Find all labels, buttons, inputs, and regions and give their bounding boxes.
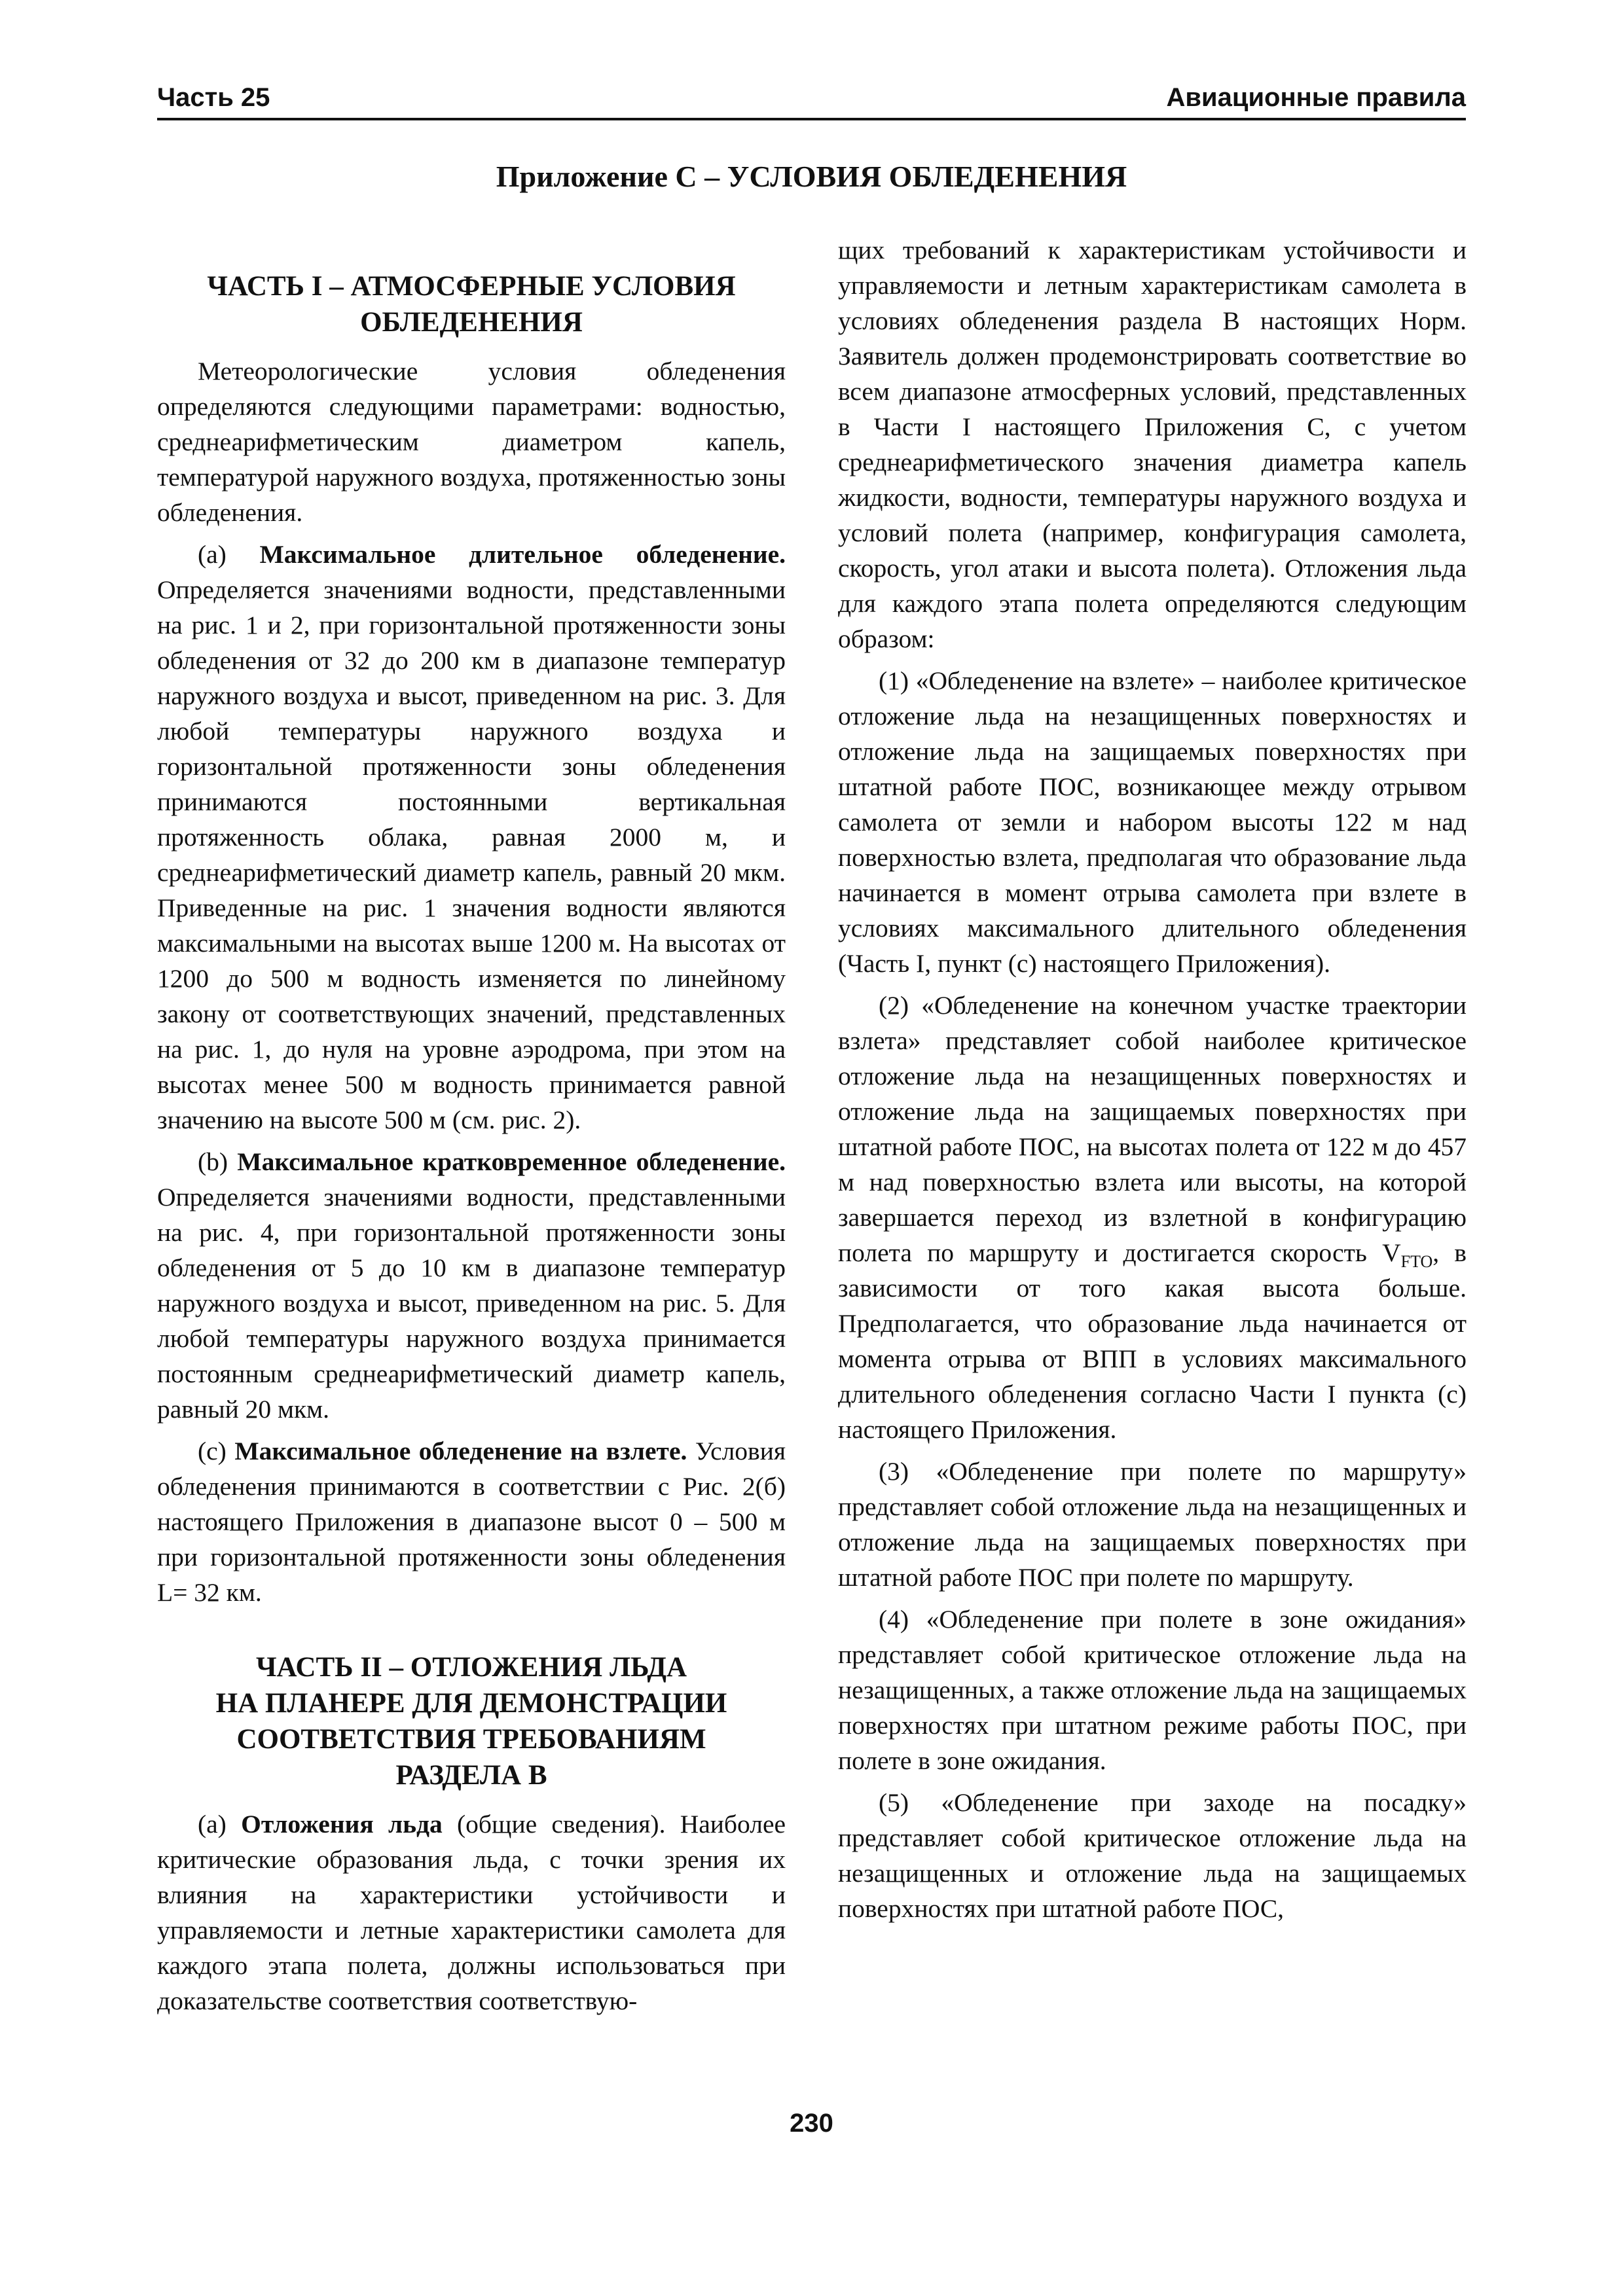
left-column — [157, 232, 786, 2025]
part1-item-a-text: Определяется значениями водности, представленными на рис. 1 и 2, при горизонтальной протяженности зоны обледенения от 32 до 200 км в диапазоне температур наружного воздуха и высот, приведенном на рис. 3. Для любой температуры наружного воздуха и горизонтальной протяженности зоны обледенения принимаются постоянными вертикальная протяженность облака, равная 2000 м, и среднеарифметический диаметр капель, равный 20 мкм. Приведенные на рис. 1 значения водности являются максимальными на высотах выше 1200 м. На высотах от 1200 до 500 м водность изменяется по линейному закону от соответствующих значений, представленных на рис. 1, до нуля на уровне аэродрома, при этом на высотах менее 500 м водность принимается равной значению на высоте 500 м (см. рис. 2). — [157, 575, 786, 1134]
part1-item-c-text: Условия обледенения принимаются в соответствии с Рис. 2(б) настоящего Приложения в диапазоне высот 0 – 500 м при горизонтальной протяженности зоны обледенения L= 32 км. — [157, 1437, 786, 1607]
header-part-label: Часть 25 — [157, 83, 270, 112]
part1-item-c-title: Максимальное обледенение на взлете. — [234, 1437, 687, 1465]
part2-item-2 — [838, 988, 1467, 1447]
part1-item-b — [157, 1144, 786, 1427]
page-number: 230 — [790, 2109, 833, 2138]
running-header — [157, 77, 1466, 120]
part2-item-2-text-end: , в зависимости от того какая высота больше. Предполагается, что образование льда начинается от момента отрыва от ВПП в условиях максимального длительного обледенения согласно Части I пункта (c) настоящего Приложения. — [838, 1238, 1467, 1444]
part2-heading-line3: СООТВЕТСТВИЯ ТРЕБОВАНИЯМ — [236, 1724, 706, 1755]
part1-intro-paragraph: Метеорологические условия обледенения определяются следующими параметрами: водностью, среднеарифметическим диаметром капель, температурой наружного воздуха, протяженностью зоны обледенения. — [157, 357, 786, 527]
part2-item-a-text: (общие сведения). Наиболее критические образования льда, с точки зрения их влияния на характеристики устойчивости и управляемости и летные характеристики самолета для каждого этапа полета, должны использоваться при доказательстве соответствия соответствую- — [157, 1810, 786, 2015]
part2-item-2-text-start: (2) «Обледенение на конечном участке траектории взлета» представляет собой наиболее критическое отложение льда на незащищенных поверхностях и отложение льда на защищаемых поверхностях при штатной работе ПОС, на высотах полета от 122 м до 457 м над поверхностью взлета или высоты, на которой завершается переход из взлетной в конфигурацию полета по маршруту и достигается скорость V — [838, 991, 1467, 1267]
part2-item-5: (5) «Обледенение при заходе на посадку» представляет собой критическое отложение льда на незащищенных и отложение льда на защищаемых поверхностях при штатной работе ПОС, — [838, 1788, 1467, 1923]
part2-item-a-title: Отложения льда — [241, 1810, 443, 1839]
part1-heading — [157, 268, 786, 340]
part2-item-3: (3) «Обледенение при полете по маршруту» представляет собой отложение льда на незащищенных и отложение льда на защищаемых поверхностях при штатной работе ПОС при полете по маршруту. — [838, 1457, 1467, 1592]
part1-heading-line2: ОБЛЕДЕНЕНИЯ — [360, 307, 583, 338]
vfto-subscript: FTO — [1400, 1251, 1433, 1271]
part2-item-1: (1) «Обледенение на взлете» – наиболее критическое отложение льда на незащищенных поверхностях и отложение льда на защищаемых поверхностях при штатной работе ПОС, возникающее между отрывом самолета от земли и набором высоты 122 м над поверхностью взлета, предполагая что образование льда начинается в момент отрыва самолета при взлете в условиях максимального длительного обледенения (Часть I, пункт (c) настоящего Приложения). — [838, 666, 1467, 978]
header-document-title: Авиационные правила — [1166, 83, 1466, 112]
part2-heading-line1: ЧАСТЬ II – ОТЛОЖЕНИЯ ЛЬДА — [255, 1652, 687, 1683]
part2-item-a-label: (a) — [198, 1810, 227, 1839]
part2-heading-line2: НА ПЛАНЕРЕ ДЛЯ ДЕМОНСТРАЦИИ — [215, 1688, 727, 1719]
part2-heading — [157, 1649, 786, 1793]
part1-item-b-title: Максимальное кратковременное обледенение. — [237, 1147, 786, 1176]
part2-item-a — [157, 1806, 786, 2018]
part1-item-a-label: (a) — [198, 540, 227, 569]
part1-item-c-label: (c) — [198, 1437, 227, 1465]
appendix-title: Приложение С – УСЛОВИЯ ОБЛЕДЕНЕНИЯ — [496, 160, 1127, 193]
part1-item-a — [157, 537, 786, 1138]
part2-heading-line4: РАЗДЕЛА В — [395, 1760, 547, 1791]
part1-item-b-text: Определяется значениями водности, представленными на рис. 4, при горизонтальной протяженности зоны обледенения от 5 до 10 км в диапазоне температур наружного воздуха и высот, приведенном на рис. 5. Для любой температуры наружного воздуха принимается постоянным среднеарифметический диаметр капель, равный 20 мкм. — [157, 1183, 786, 1424]
part1-item-a-title: Максимальное длительное обледенение. — [259, 540, 786, 569]
part1-item-b-label: (b) — [198, 1147, 228, 1176]
part2-item-a-continuation: щих требований к характеристикам устойчивости и управляемости и летным характеристикам самолета в условиях обледенения раздела В настоящих Норм. Заявитель должен продемонстрировать соответствие во всем диапазоне атмосферных условий, представленных в Части I настоящего Приложения С, с учетом среднеарифметического значения диаметра капель жидкости, водности, температуры наружного воздуха и условий полета (например, конфигурация самолета, скорость, угол атаки и высота полета). Отложения льда для каждого этапа полета определяются следующим образом: — [838, 236, 1467, 653]
right-column — [838, 232, 1467, 1933]
part1-heading-line1: ЧАСТЬ I – АТМОСФЕРНЫЕ УСЛОВИЯ — [207, 271, 736, 302]
part2-item-4: (4) «Обледенение при полете в зоне ожидания» представляет собой критическое отложение льда на незащищенных, а также отложение льда на защищаемых поверхностях при штатном режиме работы ПОС, при полете в зоне ожидания. — [838, 1605, 1467, 1775]
part1-item-c — [157, 1433, 786, 1610]
